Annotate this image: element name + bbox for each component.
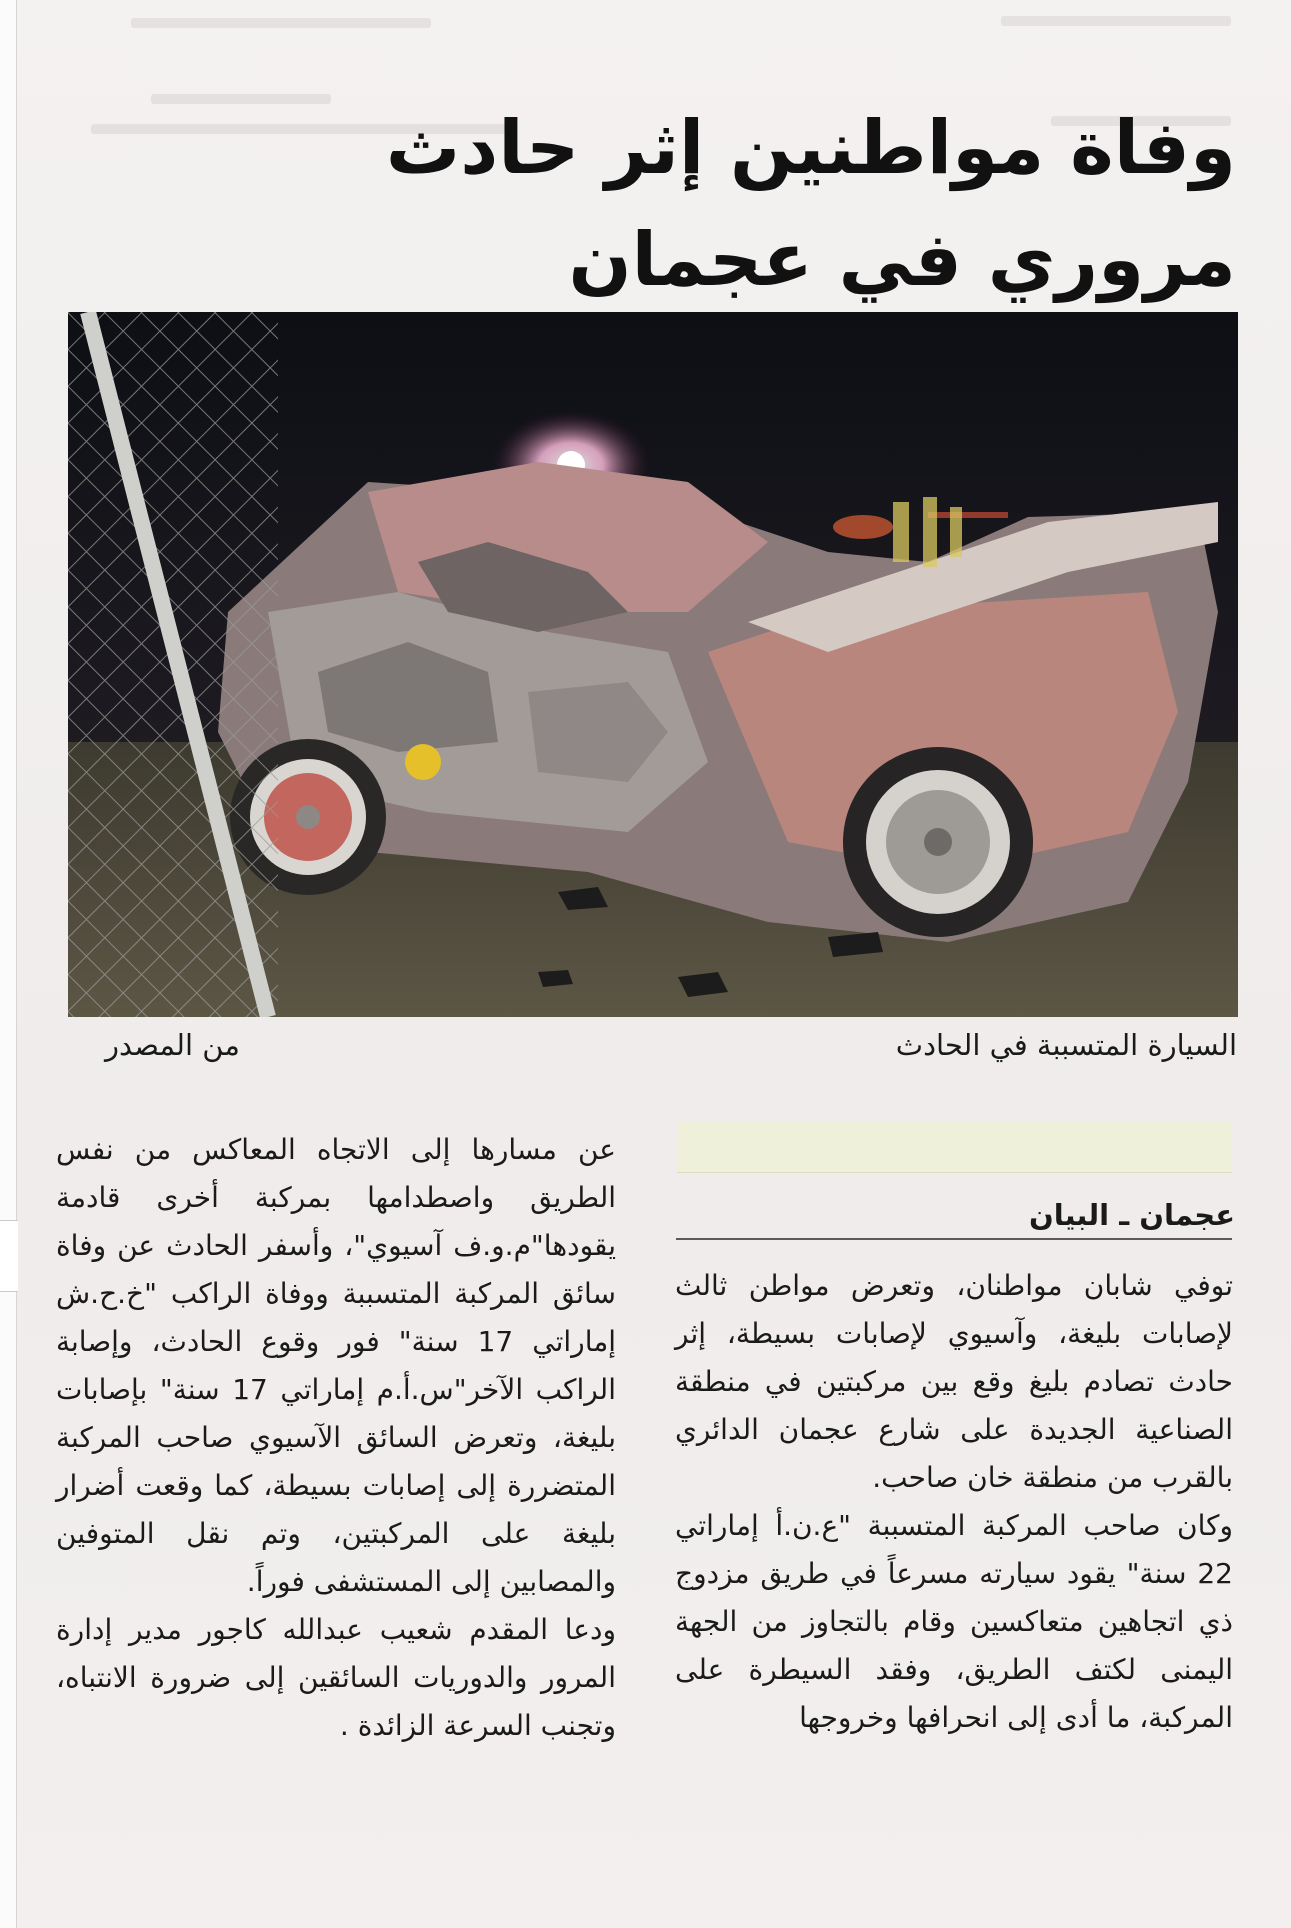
scan-margin	[0, 0, 17, 1928]
rear-wheel	[843, 747, 1033, 937]
photo-caption: السيارة المتسببة في الحادث	[895, 1028, 1237, 1062]
article-headline: وفاة مواطنين إثر حادث مروري في عجمان	[385, 104, 1236, 303]
article-byline: عجمان ـ البيان	[1028, 1198, 1235, 1232]
fence	[68, 312, 278, 1017]
bystanders	[893, 497, 962, 567]
article-column-left	[56, 1126, 616, 1750]
article-column-right	[675, 1262, 1233, 1742]
paragraph: ودعا المقدم شعيب عبدالله كاجور مدير إدارة المرور والدوريات السائقين إلى ضرورة الانتباه، وتجنب السرعة الزائدة .	[56, 1613, 616, 1742]
paragraph: عن مسارها إلى الاتجاه المعاكس من نفس الطريق واصطدامها بمركبة أخرى قادمة يقودها"م.و.ف آسيوي"، وأسفر الحادث عن وفاة سائق المركبة المتسببة ووفاة الراكب "خ.ح.ش إماراتي 17 سنة" فور وقوع الحادث، وإصابة الراكب الآخر"س.أ.م إماراتي 17 سنة" بإصابات بليغة، وتعرض السائق الآسيوي صاحب المركبة المتضررة إلى إصابات بسيطة، كما وقعت أضرار بليغة على المركبتين، وتم نقل المتوفين والمصابين إلى المستشفى فوراً.	[56, 1133, 617, 1598]
highlight-bar	[677, 1122, 1232, 1173]
accident-photo	[68, 312, 1238, 1017]
paragraph: توفي شابان مواطنان، وتعرض مواطن ثالث لإصابات بليغة، وآسيوي لإصابات بسيطة، إثر حادث تصادم بليغ وقع بين مركبتين في منطقة الصناعية الجديدة على شارع عجمان الدائري بالقرب من منطقة خان صاحب.	[675, 1269, 1233, 1494]
photo-credit: من المصدر	[105, 1028, 240, 1062]
byline-divider	[676, 1238, 1232, 1240]
scan-margin-tab	[0, 1220, 18, 1292]
paragraph: وكان صاحب المركبة المتسببة "ع.ن.أ إماراتي 22 سنة" يقود سيارته مسرعاً في طريق مزدوج ذي اتجاهين متعاكسين وقام بالتجاوز من الجهة اليمنى لكتف الطريق، وفقد السيطرة على المركبة، ما أدى إلى انحرافها وخروجها	[675, 1509, 1233, 1734]
